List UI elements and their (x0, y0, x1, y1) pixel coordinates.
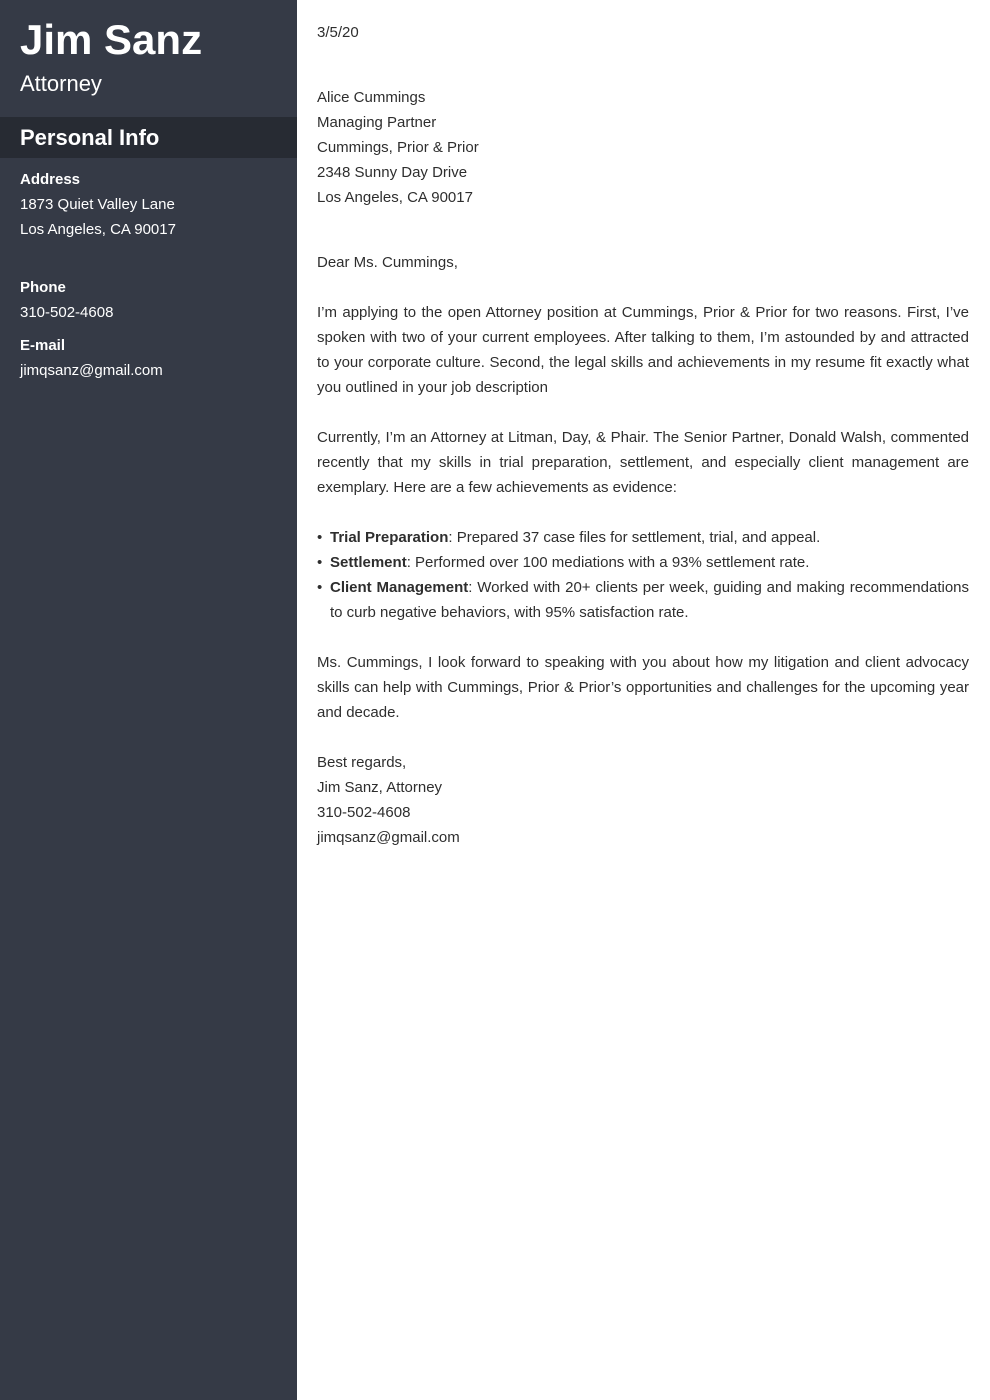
paragraph-intro: I’m applying to the open Attorney position at Cummings, Prior & Prior for two reasons. First, I’ve spoken with two of your current employees. After talking to them, I’m astounded by and attracted to your corporate culture. Second, the legal skills and achievements in my resume fit exactly what you outlined in your job description (317, 304, 969, 396)
achievement-title: Client Management (330, 579, 469, 596)
bullet-mark: • (317, 554, 323, 571)
signature-email: jimqsanz@gmail.com (317, 829, 460, 846)
recipient-block (317, 85, 969, 210)
recipient-name: Alice Cummings (317, 89, 426, 106)
personal-info-header (0, 117, 297, 158)
achievement-title: Settlement (330, 554, 407, 571)
bullet-mark: • (317, 579, 323, 596)
address-label: Address (20, 171, 81, 188)
recipient-city: Los Angeles, CA 90017 (317, 189, 473, 206)
recipient-position: Managing Partner (317, 114, 437, 131)
achievement-title: Trial Preparation (330, 529, 449, 546)
list-item (317, 575, 969, 625)
signature-phone: 310-502-4608 (317, 804, 411, 821)
phone-value: 310-502-4608 (20, 304, 114, 321)
email-label: E-mail (20, 337, 66, 354)
closing-salutation: Best regards, (317, 754, 407, 771)
email-value: jimqsanz@gmail.com (20, 362, 163, 379)
list-item (317, 550, 969, 575)
candidate-title: Attorney (20, 71, 102, 96)
achievement-text: : Prepared 37 case files for settlement, trial, and appeal. (448, 529, 821, 546)
address-line2: Los Angeles, CA 90017 (20, 221, 176, 238)
paragraph-closing: Ms. Cummings, I look forward to speaking with you about how my litigation and client advocacy skills can help with Cummings, Prior & Prior’s opportunities and challenges for the upcoming year and decade. (317, 654, 969, 721)
address-line1: 1873 Quiet Valley Lane (20, 196, 175, 213)
letter-date: 3/5/20 (317, 24, 359, 41)
personal-info-heading: Personal Info (20, 125, 160, 150)
recipient-street: 2348 Sunny Day Drive (317, 164, 468, 181)
achievement-text: : Worked with 20+ clients per week, guiding and making recommendations to curb negative behaviors, with 95% satisfaction rate. (330, 579, 969, 621)
greeting: Dear Ms. Cummings, (317, 254, 458, 271)
phone-label: Phone (20, 279, 66, 296)
signature-name: Jim Sanz, Attorney (317, 779, 443, 796)
signature-block (317, 750, 969, 850)
sidebar (0, 0, 297, 1400)
list-item (317, 525, 969, 550)
achievement-text: : Performed over 100 mediations with a 93% settlement rate. (406, 554, 810, 571)
candidate-name: Jim Sanz (20, 16, 203, 63)
cover-letter-body (317, 20, 969, 850)
achievements-list (317, 525, 969, 625)
paragraph-current-role: Currently, I’m an Attorney at Litman, Day, & Phair. The Senior Partner, Donald Walsh, commented recently that my skills in trial preparation, settlement, and especially client management are exemplary. Here are a few achievements as evidence: (317, 429, 969, 496)
bullet-mark: • (317, 529, 323, 546)
recipient-company: Cummings, Prior & Prior (317, 139, 479, 156)
